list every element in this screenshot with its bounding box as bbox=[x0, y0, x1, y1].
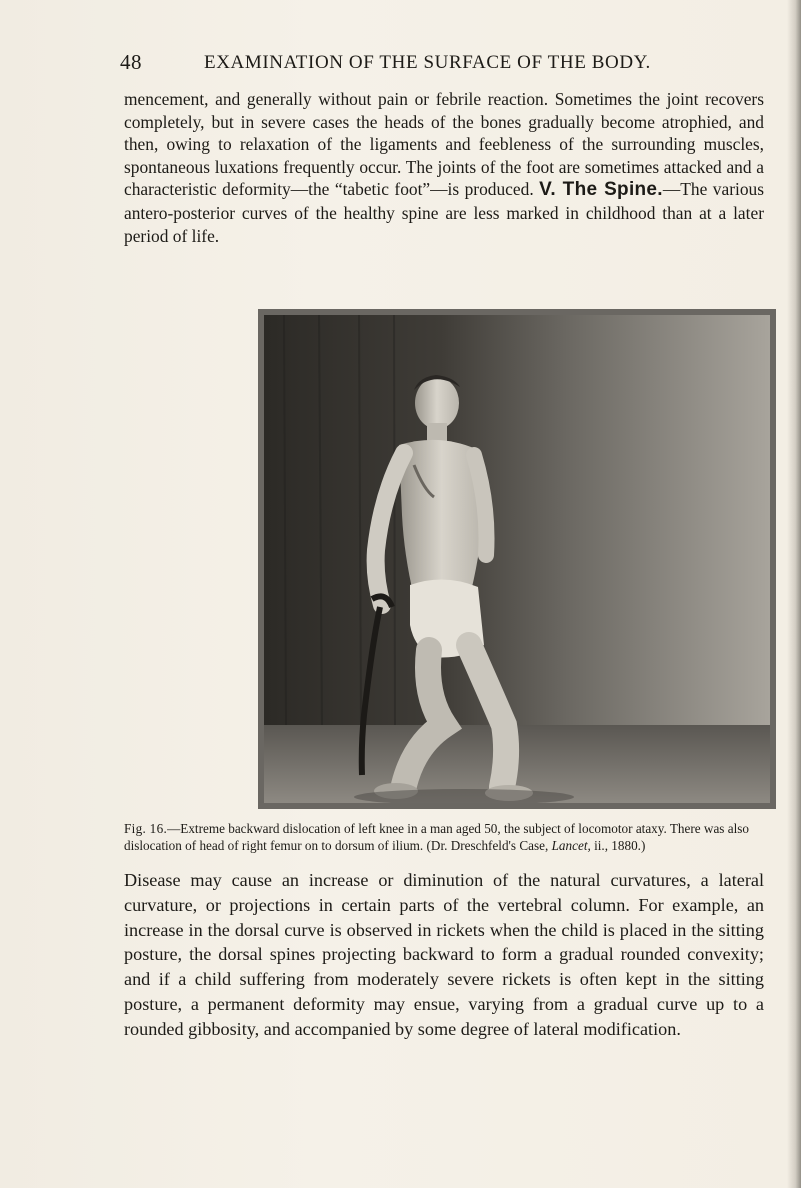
intro-paragraph bbox=[124, 88, 764, 247]
disease-paragraph: Disease may cause an increase or diminution of the natural curvatures, a lateral curvature, or projections in certain parts of the vertebral column. For example, an increase in the dorsal curve is observed in rickets when the child is placed in the sitting posture, the dorsal spines projecting backward to form a gradual rounded convexity; and if a child suffering from moderately severe rickets is often kept in the sitting posture, a permanent deformity may ensue, varying from a gradual curve up to a rounded gibbosity, and accompanied by some degree of lateral modification. bbox=[124, 870, 764, 1039]
figure-caption bbox=[124, 820, 764, 854]
photo-plate bbox=[264, 315, 770, 803]
figure-photograph bbox=[258, 309, 776, 809]
section-heading: V. The Spine. bbox=[539, 179, 663, 201]
page-header bbox=[120, 50, 760, 80]
section-text: —The various antero-posterior curves of the healthy spine are less marked in childhood than at a later period of life. bbox=[124, 179, 764, 246]
intro-text: mencement, and generally without pain or febrile reaction. Sometimes the joint recovers completely, but in severe cases the heads of the bones gradually become atrophied, and then, owing to relaxation of the ligaments and feebleness of the surrounding muscles, spontaneous luxations frequently occur. The joints of the foot are sometimes attacked and a characteristic deformity—the “tabetic foot”—is produced. bbox=[124, 89, 764, 200]
figure-label: Fig. 16. bbox=[124, 821, 168, 836]
page-edge-shadow bbox=[787, 0, 801, 1188]
patient-photo-illustration bbox=[264, 315, 770, 803]
figure-caption-end: ii., 1880.) bbox=[590, 838, 646, 853]
figure-caption-source: Lancet, bbox=[551, 838, 591, 853]
page-number: 48 bbox=[120, 50, 142, 74]
figure-caption-text: —Extreme backward dislocation of left knee in a man aged 50, the subject of locomotor ataxy. There was also dislocation of head of right femur on to dorsum of ilium. (Dr. Dreschfeld's Case, bbox=[124, 821, 749, 853]
running-head: EXAMINATION OF THE SURFACE OF THE BODY. bbox=[204, 52, 651, 73]
